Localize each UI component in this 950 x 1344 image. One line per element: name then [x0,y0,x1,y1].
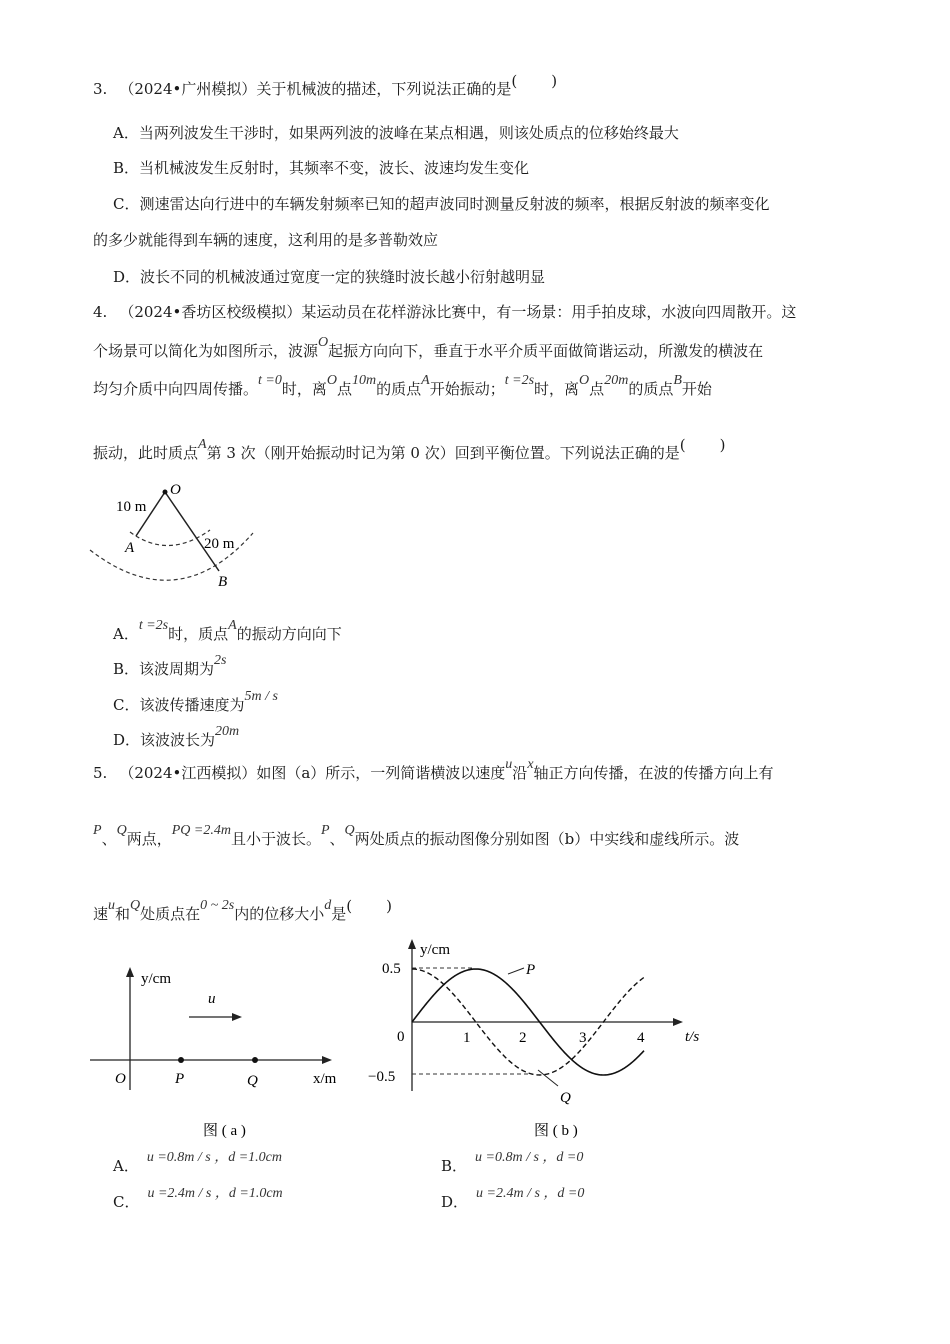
q5b-tick-0.5: 0.5 [382,961,401,977]
q4-source: （2024•香坊区校级模拟） [119,303,302,321]
q4-math-t2: t =2s [504,373,535,388]
q4-text-3a: 均匀介质中向四周传播。 [93,380,259,398]
q5-bracket-close: ) [386,897,392,915]
q4-label-20m: 20 m [204,536,235,552]
q5b-P-label: P [526,962,536,978]
q5a-point-P [178,1057,184,1063]
q3-option-c-cont: 的多少就能得到车辆的速度，这利用的是多普勒效应 [93,231,439,249]
q4-option-b [113,653,227,681]
q5b-tick-3: 3 [579,1030,587,1046]
q3-option-b: B．当机械波发生反射时，其频率不变，波长、波速均发生变化 [113,159,530,177]
q4-math-O: O [318,335,329,350]
q5-text-3a: 速 [93,905,109,923]
q4-stem-line-2 [93,335,764,363]
q4-math-A: A [421,373,430,388]
q5-stem-line-2 [93,823,740,851]
q4-option-d-value: 20m [215,724,240,739]
q5b-Q-label: Q [560,1090,571,1106]
q5-source: （2024•江西模拟） [119,764,257,782]
q5b-tick-2: 2 [519,1030,527,1046]
q5a-origin-label: O [115,1071,126,1087]
q5a-y-arrow [126,967,134,977]
q5-option-b [441,1150,584,1178]
q5a-P-label: P [175,1071,185,1087]
q5-text-1c: 轴正方向传播，在波的传播方向上有 [533,764,774,782]
q4-text-3g: 点 [589,380,605,398]
q4-text-3i: 开始 [681,380,712,398]
q5-figure-b [360,936,720,1146]
q4-option-c-value: 5m / s [244,689,278,704]
q5-option-d [441,1186,585,1214]
q5-math-Q-2: Q [344,823,355,838]
q4-math-20m: 20m [604,373,629,388]
q4-option-d-text: D．该波波长为 [113,731,216,749]
q5-text-1b: 沿 [512,764,528,782]
q5-text-3e: 是 [331,905,347,923]
q5-text-2e: 两处质点的振动图像分别如图（b）中实线和虚线所示。波 [354,830,740,848]
q5-math-u: u [505,757,513,772]
q5a-velocity-arrowhead [232,1013,242,1021]
q5-option-c [113,1186,283,1214]
q5-text-2d: 、 [329,830,345,848]
q4-text-1: 某运动员在花样游泳比赛中，有一场景：用手拍皮球，水波向四周散开。这 [301,303,797,321]
q5b-tick-0: 0 [397,1029,405,1045]
q4-label-10m: 10 m [116,499,147,515]
q5-figure-a [85,965,350,1140]
q5-bracket-open: ( [346,897,353,915]
q5-math-Q-3: Q [130,898,141,913]
q4-label-O: O [170,482,181,498]
q4-option-b-text: B．该波周期为 [113,660,215,678]
q5-text-3b: 和 [115,905,131,923]
q5-math-u-2: u [108,898,116,913]
q4-option-a-label: A． [113,625,139,643]
q5-option-a-value: u =0.8m / s ，d =1.0cm [146,1150,283,1165]
q4-option-a-text-2: 的振动方向向下 [236,625,342,643]
q5a-Q-label: Q [247,1073,258,1089]
q4-option-a-text-1: 时，质点 [168,625,229,643]
q5-option-a [113,1150,283,1178]
q5b-t-arrow [673,1018,683,1026]
q3-bracket-open: ( [511,72,518,90]
q4-label-B: B [218,574,228,590]
q5-math-P-2: P [320,823,330,838]
q4-text-3d: 的质点 [376,380,422,398]
q5b-y-arrow [408,939,416,949]
q4-stem-line-1 [93,302,796,322]
q5-number: 5. [93,764,108,782]
q4-text-2b: 起振方向向下，垂直于水平介质平面做简谐运动，所激发的横波在 [328,342,764,360]
q4-text-3h: 的质点 [628,380,674,398]
q5b-caption: 图 ( b ) [534,1123,578,1139]
q5a-caption: 图 ( a ) [203,1123,246,1139]
q5-option-c-value: u =2.4m / s ，d =1.0cm [147,1186,283,1201]
q4-option-c [113,689,278,717]
q4-math-B: B [673,373,682,388]
q4-bracket-open: ( [679,436,686,454]
q4-line-OB [165,492,219,571]
q3-source: （2024•广州模拟） [119,80,257,98]
q5-stem-line-1 [93,757,774,785]
q5a-u-label: u [208,991,216,1007]
q5-option-a-label: A． [113,1157,139,1175]
q3-option-d: D．波长不同的机械波通过宽度一定的狭缝时波长越小衍射越明显 [113,268,546,286]
q5-option-b-label: B． [441,1157,468,1175]
q5a-x-label: x/m [313,1071,337,1087]
q5-text-3d: 内的位移大小 [234,905,325,923]
q4-label-A: A [125,540,135,556]
q5-option-b-value: u =0.8m / s ，d =0 [475,1150,584,1165]
q5b-y-label: y/cm [420,942,450,958]
q3-bracket-close: ) [551,72,558,90]
q5-text-1a: 如图（a）所示，一列简谐横波以速度 [256,764,506,782]
q3-option-a: A．当两列波发生干涉时，如果两列波的波峰在某点相遇，则该处质点的位移始终最大 [113,124,679,142]
q4-option-a [113,618,342,646]
q4-option-a-math-A: A [228,618,237,633]
q4-math-10m: 10m [352,373,377,388]
q4-math-O-3: O [579,373,590,388]
q5-option-d-label: D． [441,1193,469,1211]
q4-text-3c: 点 [337,380,353,398]
q4-text-3e: 开始振动； [429,380,505,398]
q4-number: 4. [93,303,108,321]
q5-math-PQ: PQ =2.4m [171,823,231,838]
q5-math-x: x [527,757,534,772]
q5-option-d-value: u =2.4m / s ，d =0 [476,1186,585,1201]
q4-bracket-close: ) [719,436,726,454]
q4-text-3b: 时，离 [281,380,327,398]
q4-math-t0: t =0 [258,373,282,388]
q4-stem-line-3 [93,373,712,401]
q5-math-Q: Q [116,823,127,838]
q4-text-4a: 振动，此时质点 [93,444,199,462]
q4-stem-line-4 [93,436,726,465]
q4-math-A-2: A [198,437,207,452]
q5b-t-label: t/s [685,1029,700,1045]
q5-option-c-label: C． [113,1193,140,1211]
q4-math-O-2: O [326,373,337,388]
q4-text-3f: 时，离 [534,380,580,398]
q4-option-d [113,724,240,752]
q3-number: 3. [93,80,108,98]
q5-text-2a: 、 [101,830,117,848]
q4-option-a-math-t: t =2s [138,618,169,633]
q5a-point-Q [252,1057,258,1063]
q5a-y-label: y/cm [141,971,171,987]
q3-option-c: C．测速雷达向行进中的车辆发射频率已知的超声波同时测量反射波的频率，根据反射波的频率变化 [113,195,770,213]
q4-option-b-value: 2s [214,653,227,668]
q3-stem-line [93,72,558,99]
q5-text-2c: 且小于波长。 [230,830,321,848]
q5b-P-leader [508,968,524,974]
q4-wavefront-inner [130,530,210,546]
q4-option-c-text: C．该波传播速度为 [113,696,245,714]
q4-wave-figure [88,478,268,593]
q4-text-2a: 个场景可以简化为如图所示，波源 [93,342,319,360]
q5b-tick-1: 1 [463,1030,471,1046]
q5b-tick-neg0.5: −0.5 [368,1069,396,1085]
q4-text-4b: 第 3 次（刚开始振动时记为第 0 次）回到平衡位置。下列说法正确的是 [206,444,680,462]
q5a-x-arrow [322,1056,332,1064]
q3-stem: 关于机械波的描述，下列说法正确的是 [256,80,512,98]
q5-math-range: 0 ~ 2s [200,898,235,913]
q5-text-2b: 两点， [126,830,172,848]
q5-text-3c: 处质点在 [140,905,201,923]
q5b-Q-leader [538,1070,558,1086]
q5-math-P: P [93,823,102,838]
q5b-tick-4: 4 [637,1030,645,1046]
q4-source-point [163,490,168,495]
q5-stem-line-3 [93,897,392,926]
q5-math-d: d [324,898,332,913]
